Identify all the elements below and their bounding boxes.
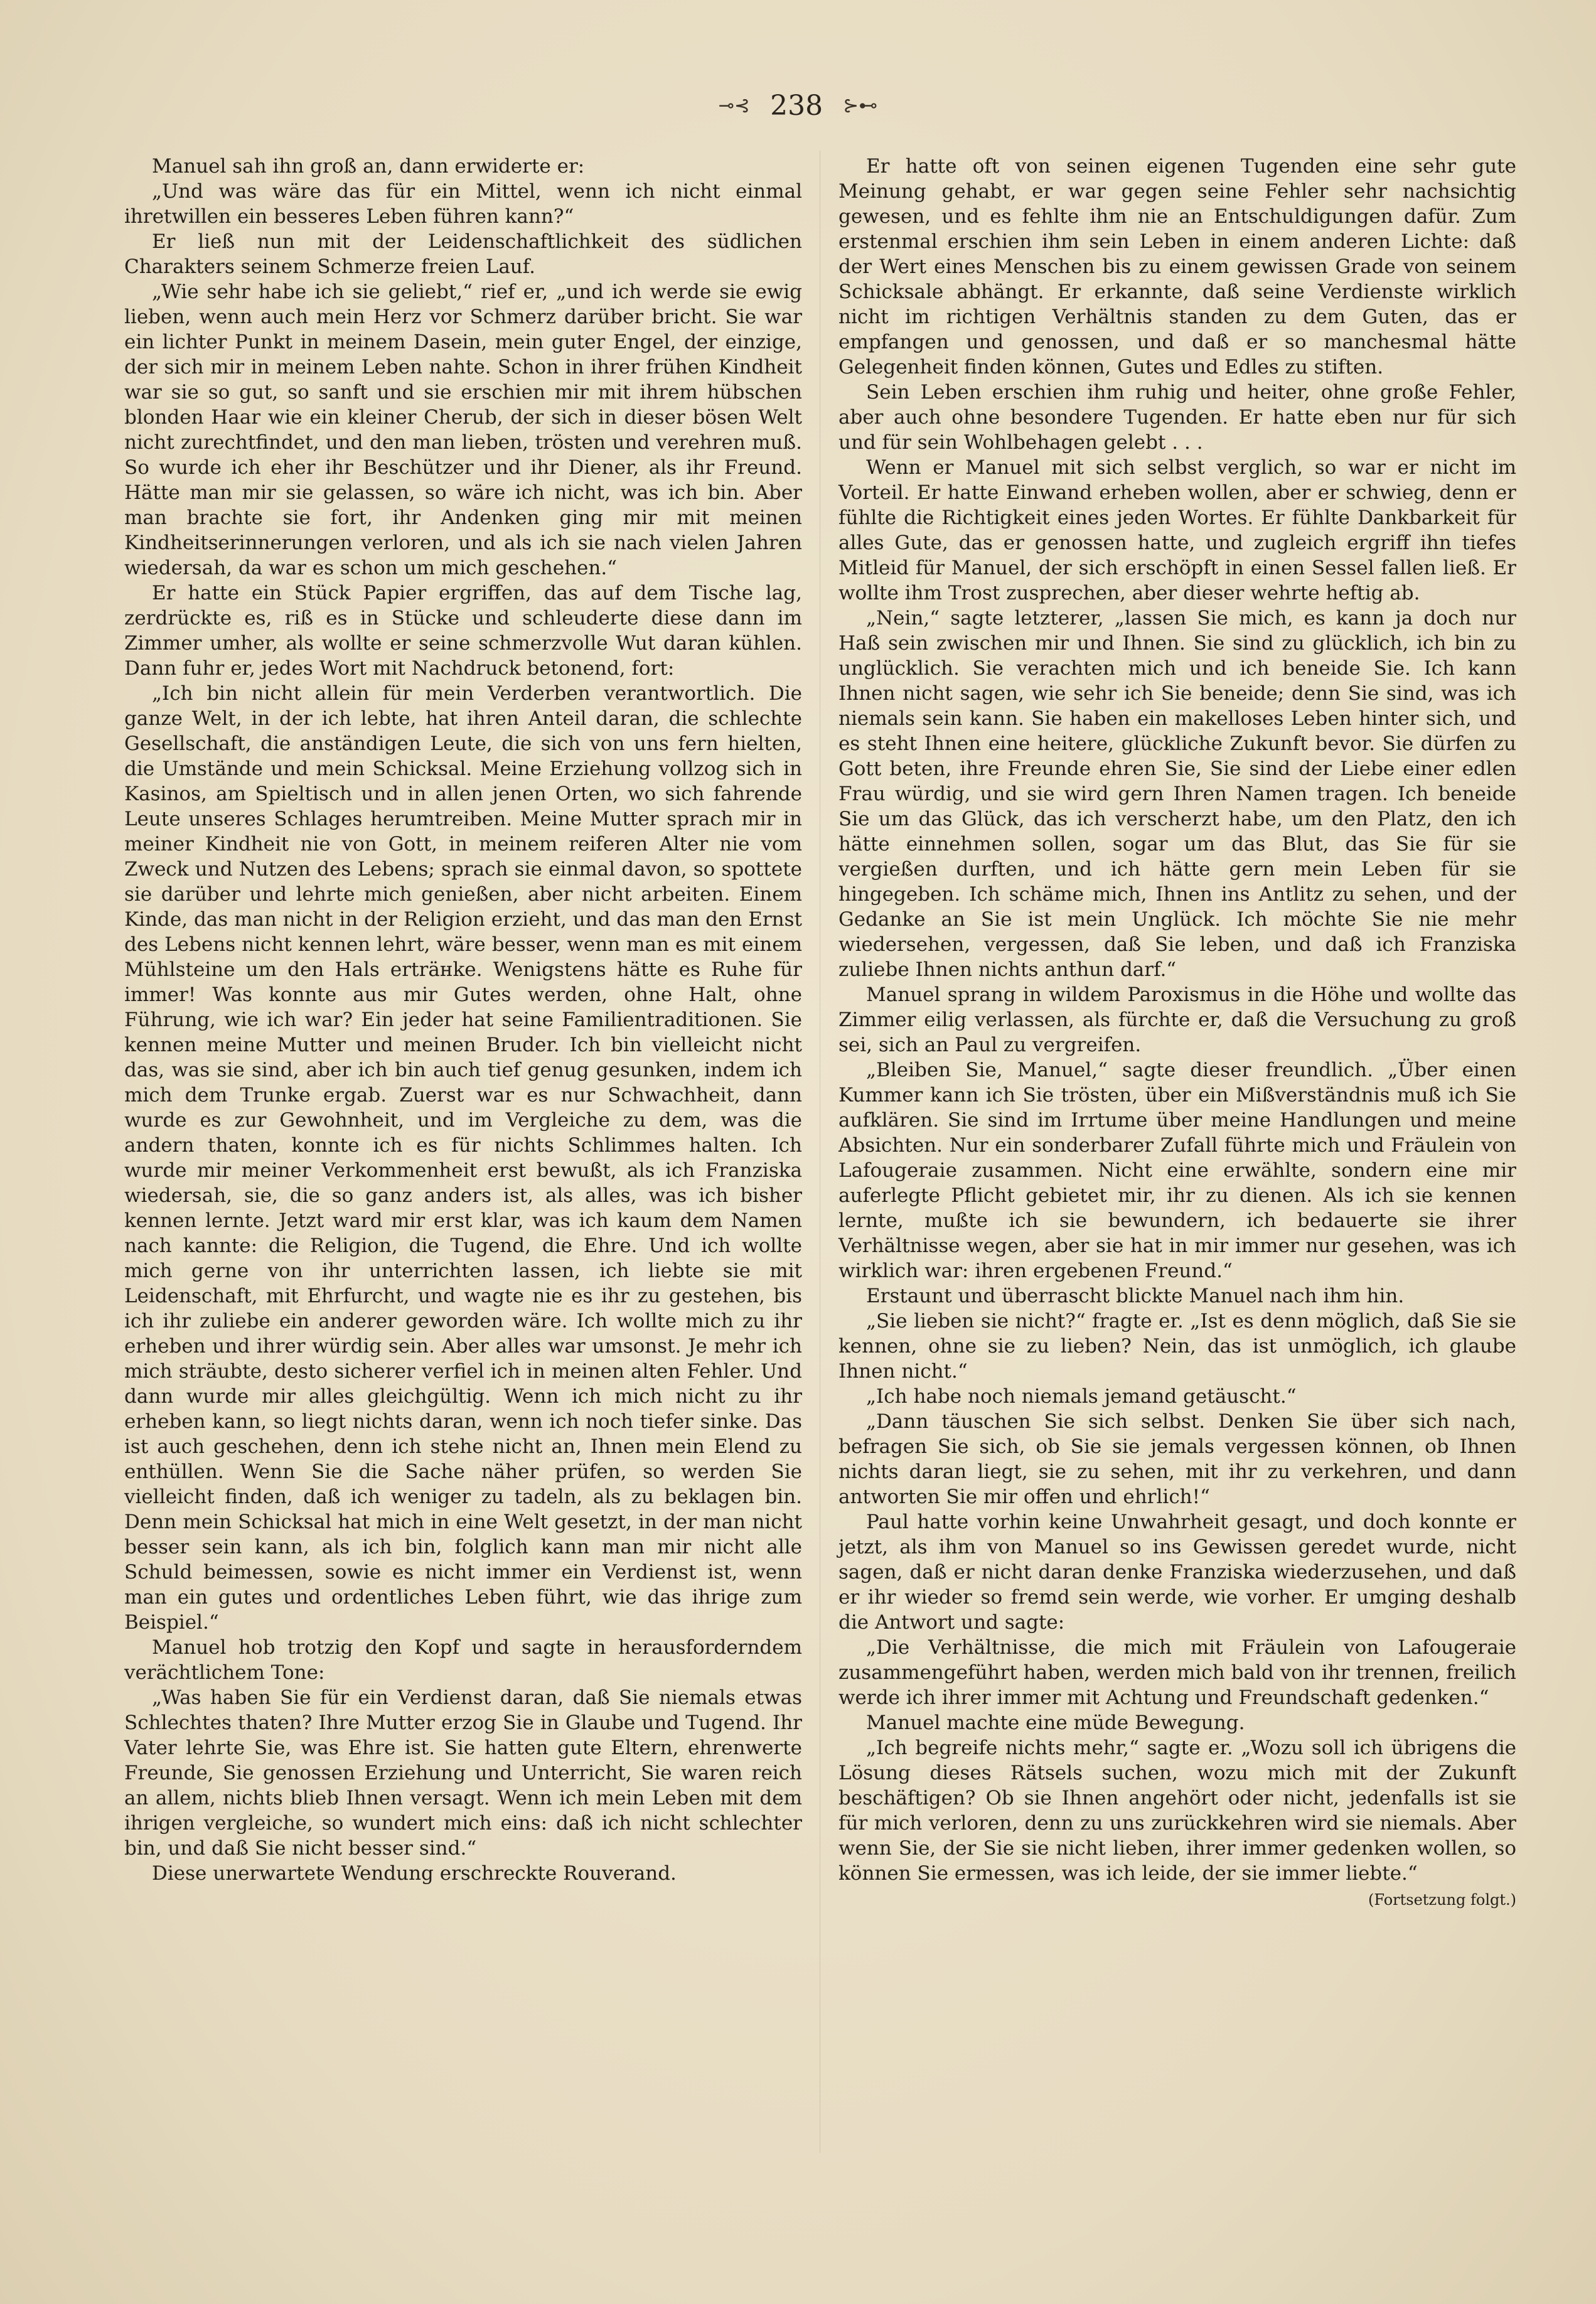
ornament-left: ⊸⊰ (718, 95, 751, 117)
paragraph: Manuel machte eine müde Bewegung. (866, 1712, 1245, 1734)
left-column (124, 154, 802, 1886)
page-header (0, 88, 1596, 122)
paragraph: „Ich begreife nichts mehr,“ sagte er. „Wozu soll ich übrigens die Lösung dieses Rätsels suchen, wozu mich mit der Zukunft beschäftigen? Ob sie Ihnen angehört oder nicht, jedenfalls ist sie für mich verloren, denn zu uns zurückkehren wird sie niemals. Aber wenn Sie, der Sie sie nicht lieben, ihrer immer gedenken wollen, so können Sie ermessen, was ich leide, der sie immer liebte.“ (838, 1737, 1516, 1885)
paragraph: „Dann täuschen Sie sich selbst. Denken Sie über sich nach, befragen Sie sich, ob Sie sie jemals vergessen können, ob Ihnen nichts daran liegt, sie zu sehen, mit ihr zu verkehren, und dann antworten Sie mir offen und ehrlich!“ (838, 1410, 1516, 1508)
paragraph: Manuel hob trotzig den Kopf und sagte in herausforderndem verächtlichem Tone: (124, 1636, 802, 1684)
paragraph: „Und was wäre das für ein Mittel, wenn ich nicht einmal ihretwillen ein besseres Leben führen kann?“ (124, 180, 802, 228)
paragraph: Er hatte ein Stück Papier ergriffen, das auf dem Tische lag, zerdrückte es, riß es in Stücke und schleuderte diese dann im Zimmer umher, als wollte er seine schmerzvolle Wut daran kühlen. Dann fuhr er, jedes Wort mit Nachdruck betonend, fort: (124, 582, 802, 680)
paragraph: „Was haben Sie für ein Verdienst daran, daß Sie niemals etwas Schlechtes thaten? Ihre Mutter erzog Sie in Glaube und Tugend. Ihr Vater lehrte Sie, was Ehre ist. Sie hatten gute Eltern, ehrenwerte Freunde, Sie genossen Erziehung und Unterricht, Sie waren reich an allem, nichts blieb Ihnen versagt. Wenn ich mein Leben mit dem ihrigen vergleiche, so wundert mich eins: daß ich nicht schlechter bin, und daß Sie nicht besser sind.“ (124, 1686, 802, 1860)
paragraph: Wenn er Manuel mit sich selbst verglich, so war er nicht im Vorteil. Er hatte Einwand erheben wollen, aber er schwieg, denn er fühlte die Richtigkeit eines jeden Wortes. Er fühlte Dankbarkeit für alles Gute, das er genossen hatte, und zugleich ergriff ihn tiefes Mitleid für Manuel, der sich erschöpft in einen Sessel fallen ließ. Er wollte ihm Trost zusprechen, aber dieser wehrte heftig ab. (838, 456, 1516, 604)
continuation-note: (Fortsetzung folgt.) (1368, 1891, 1516, 1909)
paragraph: Sein Leben erschien ihm ruhig und heiter, ohne große Fehler, aber auch ohne besondere Tugenden. Er hatte eben nur für sich und für sein Wohlbehagen gelebt . . . (838, 381, 1516, 454)
paragraph: „Sie lieben sie nicht?“ fragte er. „Ist es denn möglich, daß Sie sie kennen, ohne sie zu lieben? Nein, das ist unmöglich, ich glaube Ihnen nicht.“ (838, 1310, 1516, 1383)
paragraph: Diese unerwartete Wendung erschreckte Rouverand. (152, 1862, 677, 1885)
paragraph: Paul hatte vorhin keine Unwahrheit gesagt, und doch konnte er jetzt, als ihm von Manuel so ins Gewissen geredet wurde, nicht sagen, daß er nicht daran denke Franziska wiederzusehen, und daß er ihr wieder so fremd sein werde, wie vorher. Er umging deshalb die Antwort und sagte: (838, 1511, 1516, 1634)
paragraph: Er ließ nun mit der Leidenschaftlichkeit des südlichen Charakters seinem Schmerze freien Lauf. (124, 230, 802, 278)
right-column (838, 154, 1516, 1912)
paragraph: Erstaunt und überrascht blickte Manuel nach ihm hin. (866, 1285, 1405, 1307)
paragraph: Er hatte oft von seinen eigenen Tugenden eine sehr gute Meinung gehabt, er war gegen seine Fehler sehr nachsichtig gewesen, und es fehlte ihm nie an Entschuldigungen dafür. Zum erstenmal erschien ihm sein Leben in einem anderen Lichte: daß der Wert eines Menschen bis zu einem gewissen Grade von seinem Schicksale abhängt. Er erkannte, daß seine Verdienste wirklich nicht im richtigen Verhältnis standen zu dem Guten, das er empfangen und genossen, und daß er so manchesmal hätte Gelegenheit finden können, Gutes und Edles zu stiften. (838, 155, 1516, 378)
ornament-right: ⊱⊷ (843, 95, 878, 117)
paragraph: „Wie sehr habe ich sie geliebt,“ rief er, „und ich werde sie ewig lieben, wenn auch mein Herz vor Schmerz darüber bricht. Sie war ein lichter Punkt in meinem Dasein, mein guter Engel, der einzige, der sich mir in meinem Leben nahte. Schon in ihrer frühen Kindheit war sie so gut, so sanft und sie erschien mir mit ihrem hübschen blonden Haar wie ein kleiner Cherub, der sich in dieser bösen Welt nicht zurechtfindet, und den man lieben, trösten und verehren muß. So wurde ich eher ihr Beschützer und ihr Diener, als ihr Freund. Hätte man mir sie gelassen, so wäre ich nicht, was ich bin. Aber man brachte sie fort, ihr Andenken ging mir mit meinen Kindheitserinnerungen verloren, und als ich sie nach vielen Jahren wiedersah, da war es schon um mich geschehen.“ (124, 281, 802, 579)
paragraph: „Nein,“ sagte letzterer, „lassen Sie mich, es kann ja doch nur Haß sein zwischen mir und Ihnen. Sie sind zu glücklich, ich bin zu unglücklich. Sie verachten mich und ich beneide Sie. Ich kann Ihnen nicht sagen, wie sehr ich Sie beneide; denn Sie sind, was ich niemals sein kann. Sie haben ein makelloses Leben hinter sich, und es steht Ihnen eine heitere, glückliche Zukunft bevor. Sie dürfen zu Gott beten, ihre Freunde ehren Sie, Sie sind der Liebe einer edlen Frau würdig, und sie wird gern Ihren Namen tragen. Ich beneide Sie um das Glück, das ich verscherzt habe, um den Platz, den ich hätte einnehmen sollen, sogar um das Blut, das Sie für sie vergießen durften, und ich hätte gern mein Leben für sie hingegeben. Ich schäme mich, Ihnen ins Antlitz zu sehen, und der Gedanke an Sie ist mein Unglück. Ich möchte Sie nie mehr wiedersehen, vergessen, daß Sie leben, und daß ich Franziska zuliebe Ihnen nichts anthun darf.“ (838, 607, 1516, 981)
paragraph: Manuel sprang in wildem Paroxismus in die Höhe und wollte das Zimmer eilig verlassen, als fürchte er, daß die Versuchung zu groß sei, sich an Paul zu vergreifen. (838, 983, 1516, 1056)
paragraph: „Ich bin nicht allein für mein Verderben verantwortlich. Die ganze Welt, in der ich lebte, hat ihren Anteil daran, die schlechte Gesellschaft, die anständigen Leute, die sich von uns fern hielten, die Umstände und mein Schicksal. Meine Erziehung vollzog sich in Kasinos, am Spieltisch und in allen jenen Orten, wo sich fahrende Leute unseres Schlages herumtreiben. Meine Mutter sprach mir in meiner Kindheit nie von Gott, in meinem reiferen Alter nie vom Zweck und Nutzen des Lebens; sprach sie einmal davon, so spottete sie darüber und lehrte mich genießen, aber nicht arbeiten. Einem Kinde, das man nicht in der Religion erzieht, und das man den Ernst des Lebens nicht kennen lehrt, wäre besser, wenn man es mit einem Mühlsteine um den Hals erträнke. Wenigstens hätte es Ruhe für immer! Was konnte aus mir Gutes werden, ohne Halt, ohne Führung, wie ich war? Ein jeder hat seine Familientraditionen. Sie kennen meine Mutter und meinen Bruder. Ich bin vielleicht nicht das, was sie sind, aber ich bin auch tief genug gesunken, indem ich mich dem Trunke ergab. Zuerst war es nur Schwachheit, dann wurde es zur Gewohnheit, und im Vergleiche zu dem, was die andern thaten, konnte ich es für nichts Schlimmes halten. Ich wurde mir meiner Verkommenheit erst bewußt, als ich Franziska wiedersah, sie, die so ganz anders ist, als alles, was ich bisher kennen lernte. Jetzt ward mir erst klar, was ich kaum dem Namen nach kannte: die Religion, die Tugend, die Ehre. Und ich wollte mich gerne von ihr unterrichten lassen, ich liebte sie mit Leidenschaft, mit Ehrfurcht, und wagte nie es ihr zu gestehen, bis ich ihr zuliebe ein anderer geworden wäre. Ich wollte mich zu ihr erheben und ihrer würdig sein. Aber alles war umsonst. Je mehr ich mich sträubte, desto sicherer verfiel ich in meinen alten Fehler. Und dann wurde mir alles gleichgültig. Wenn ich mich nicht zu ihr erheben kann, so liegt nichts daran, wenn ich noch tiefer sinke. Das ist auch geschehen, denn ich stehe nicht an, Ihnen mein Elend zu enthüllen. Wenn Sie die Sache näher prüfen, so werden Sie vielleicht finden, daß ich weniger zu tadeln, als zu beklagen bin. Denn mein Schicksal hat mich in eine Welt gesetzt, in der man nicht besser sein kann, als ich bin, folglich kann man mir nicht alle Schuld beimessen, sowie es nicht immer ein Verdienst ist, wenn man ein gutes und ordentliches Leben führt, wie das ihrige zum Beispiel.“ (124, 682, 802, 1634)
paragraph: „Die Verhältnisse, die mich mit Fräulein von Lafougeraie zusammengeführt haben, werden mich bald von ihr trennen, freilich werde ich ihrer immer mit Achtung und Freundschaft gedenken.“ (838, 1636, 1516, 1709)
paragraph: „Ich habe noch niemals jemand getäuscht.“ (866, 1385, 1297, 1408)
page-number: 238 (770, 90, 823, 122)
paragraph: Manuel sah ihn groß an, dann erwiderte er: (152, 155, 585, 178)
paragraph: „Bleiben Sie, Manuel,“ sagte dieser freundlich. „Über einen Kummer kann ich Sie trösten, über ein Mißverständnis muß ich Sie aufklären. Sie sind im Irrtume über meine Handlungen und meine Absichten. Nur ein sonderbarer Zufall führte mich und Fräulein von Lafougeraie zusammen. Nicht eine erwählte, sondern eine mir auferlegte Pflicht gebietet mir, ihr zu dienen. Als ich sie kennen lernte, mußte ich sie bewundern, ich bedauerte sie ihrer Verhältnisse wegen, aber sie hat in mir immer nur gesehen, was ich wirklich war: ihren ergebenen Freund.“ (838, 1059, 1516, 1282)
